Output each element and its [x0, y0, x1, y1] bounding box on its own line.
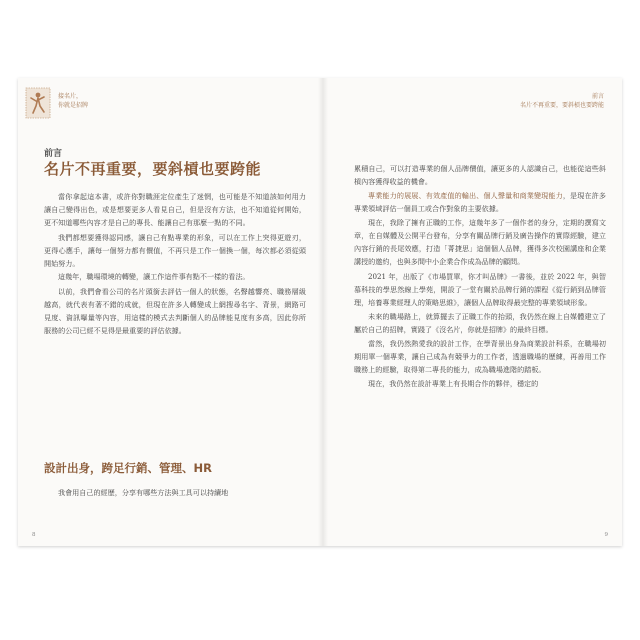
- paragraph: 我會用自己的經歷，分享有哪些方法與工具可以持續地: [58, 488, 229, 497]
- paragraph: 未來的職場路上，就算擺去了正職工作的抬頭，我仍然在線上自媒體建立了屬於自己的招牌，實踐了《沒名片，你就是招牌》的最終目標。: [354, 312, 606, 334]
- header-line: 名片不再重要，要斜槓也要跨能: [519, 102, 604, 109]
- paragraph: 累積自己，可以打造專業的個人品牌價值，讓更多的人認識自己，也能從這些斜槓內容獲得收益的機會。: [354, 164, 606, 186]
- paragraph-highlighted: [354, 189, 606, 215]
- section-title: 設計出身，跨足行銷、管理、HR: [44, 461, 212, 475]
- paragraph: 2021 年，出版了《市場買單，你才叫品牌》一書後，並於 2022 年，與智慕科技的學思然線上學苑，開設了一堂有關於品牌行銷的課程《從行銷到品牌管理，培養專業經理人的策略思維》，讓個人品牌取得最完整的專業領域形象。: [354, 272, 606, 307]
- paragraph: 當你拿起這本書，或許你對職涯定位產生了迷惘，也可能是不知道該如何用力讓自己變得出色，或是想要更多人看見自己，但是沒有方法，也不知道從何開始，更不知道哪些內容才是自己的專長、能讓自己有那麼一點的不同。: [44, 192, 306, 227]
- postage-stamp-figure-icon: [24, 86, 54, 122]
- header-line: 前言: [591, 93, 604, 100]
- left-page: [18, 78, 320, 546]
- running-header-right: [520, 92, 604, 110]
- book-spread: [18, 78, 622, 546]
- chapter-kicker: 前言: [44, 149, 63, 159]
- paragraph: 當然，我仍然熱愛我的設計工作，在學背景出身為商業設計科系，在職場初期用單一個專業，讓自己成為有競爭力的工作者，透過職場的歷練，再善用工作職務上的經驗，取得第二專長的能力，成為職場進階的踏板。: [354, 339, 606, 374]
- header-line: 接名片，: [58, 93, 83, 100]
- chapter-title: 名片不再重要，要斜槓也要跨能: [44, 160, 262, 178]
- highlight-text: 專業能力的展展、有效產值的輸出、個人聲量和商業變現能力: [368, 191, 563, 200]
- left-section-body: [44, 486, 306, 499]
- paragraph: 這幾年，職場環境的轉變，讓工作這件事有點不一樣的看法。: [58, 272, 250, 281]
- right-body-text: [354, 162, 606, 390]
- paragraph: 我們都想要獲得認同感，讓自己有點專業的形象，可以在工作上突得更遊刃，更得心應手，讓每一個努力都有價值，不再只是工作一個換一個，每次都必須從頭開始努力。: [44, 233, 306, 268]
- page-number-left: 8: [32, 532, 36, 538]
- header-line: 你就是招牌: [58, 102, 89, 109]
- paragraph-rest: ，是現在許多專業領域評估一個員工或合作對象的主要依據。: [354, 191, 607, 213]
- paragraph: 現在，我除了擁有正職的工作，這幾年多了一個作者的身分，定期的撰寫文章，在自媒體及公開平台發布，分享有關品牌行銷及廣告操作的實際經驗，建立內容行銷的長尾效應，打造「菁捷思」這個個人品牌，獲得多次校園講座和企業講授的邀約，也與多間中小企業合作成為品牌的顧問。: [354, 218, 606, 266]
- paragraph: 現在，我仍然在設計專業上有長期合作的夥伴，穩定的: [368, 379, 539, 388]
- left-body-text: [44, 190, 306, 337]
- right-page: [324, 78, 622, 546]
- running-header-left: [58, 92, 88, 110]
- page-number-right: 9: [604, 532, 608, 538]
- paragraph: 以前，我們會看公司的名片頭銜去評估一個人的狀態，名聲越響亮、職務層級越高，就代表有著不錯的成就，但現在許多人轉變成上網搜尋名字、背景，網路可見度、資訊曝量等內容，用這樣的模式去判斷個人的品牌能見度有多高，因此你所服務的公司已經不見得是最重要的評估依據。: [44, 287, 306, 335]
